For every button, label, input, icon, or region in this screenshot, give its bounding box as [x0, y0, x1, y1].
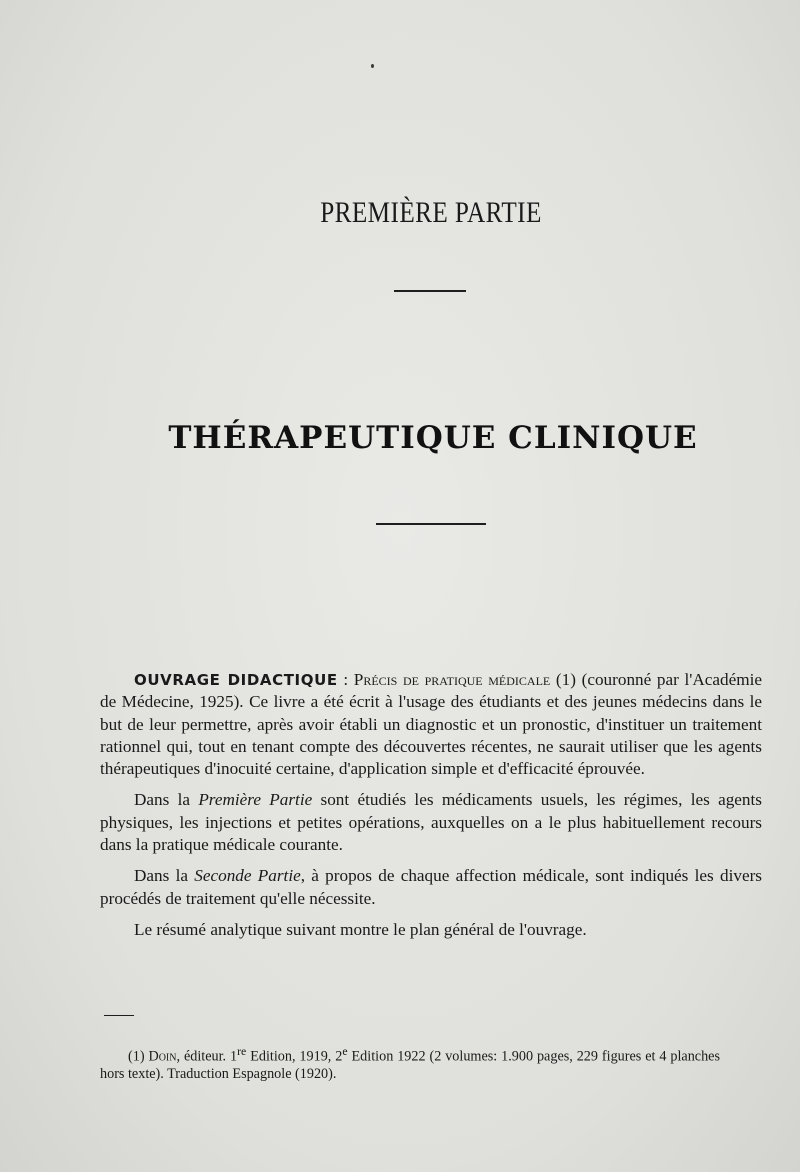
footnote-rule	[104, 1015, 134, 1016]
lead-separator: :	[337, 670, 354, 689]
book-title: Précis de pratique médicale	[353, 670, 551, 689]
footnote-segment: Edition, 1919, 2	[246, 1048, 343, 1065]
paragraph-text: sont étudiés les médicaments usuels, les régimes, les agents physiques, les injections et petites opérations, auxquelles on a le plus habituellement recours dans la pratique médicale courante.	[100, 790, 762, 855]
section-title: THÉRAPEUTIQUE CLINIQUE	[168, 420, 698, 456]
body-text	[100, 669, 762, 950]
paragraph-text: , à propos de chaque affection médicale, sont indiqués les divers procédés de traitement qu'elle nécessite.	[100, 866, 762, 908]
footnote-superscript: re	[237, 1044, 247, 1058]
footnote-superscript: e	[342, 1044, 348, 1058]
paragraph-text: Le résumé analytique suivant montre le plan général de l'ouvrage.	[134, 919, 587, 939]
footnote-marker: (1)	[128, 1048, 149, 1065]
title-rule	[394, 290, 466, 292]
paragraph-text: Dans la	[134, 790, 199, 810]
paragraph-lead: OUVRAGE DIDACTIQUE	[134, 671, 338, 689]
paragraph-second-part	[100, 865, 762, 910]
part-title: PREMIÈRE PARTIE	[320, 196, 542, 229]
paragraph-first-part	[100, 789, 762, 856]
section-rule	[376, 523, 486, 525]
emphasis-second-part: Seconde Partie	[194, 866, 301, 886]
print-speck	[371, 64, 374, 68]
paragraph-intro-text: (couronné par l'Académie de Médecine, 1925). Ce livre a été écrit à l'usage des étudiants et des jeunes médecins dans le but de leur permettre, après avoir établi un diagnostic et un pronostic, d'instituer un traitement rationnel qui, tout en tenant compte des découvertes récentes, ne saurait utiliser que les agents thérapeutiques d'inocuité certaine, d'application simple et d'efficacité éprouvée.	[100, 670, 763, 779]
footnote-reference: (1)	[550, 670, 576, 689]
footnote	[100, 1043, 720, 1083]
emphasis-first-part: Première Partie	[198, 790, 313, 810]
footnote-segment: , éditeur. 1	[176, 1048, 238, 1065]
footnote-publisher: Doin	[148, 1048, 177, 1065]
paragraph-summary	[100, 919, 762, 941]
footnote-text	[100, 1043, 720, 1083]
paragraph-text: Dans la	[134, 866, 195, 886]
paragraph-intro	[100, 669, 762, 780]
footnote-segment: Edition 1922 (2 volumes: 1.900 pages, 229 figures et 4 planches hors texte). Traduction Espagnole (1920).	[100, 1048, 720, 1082]
